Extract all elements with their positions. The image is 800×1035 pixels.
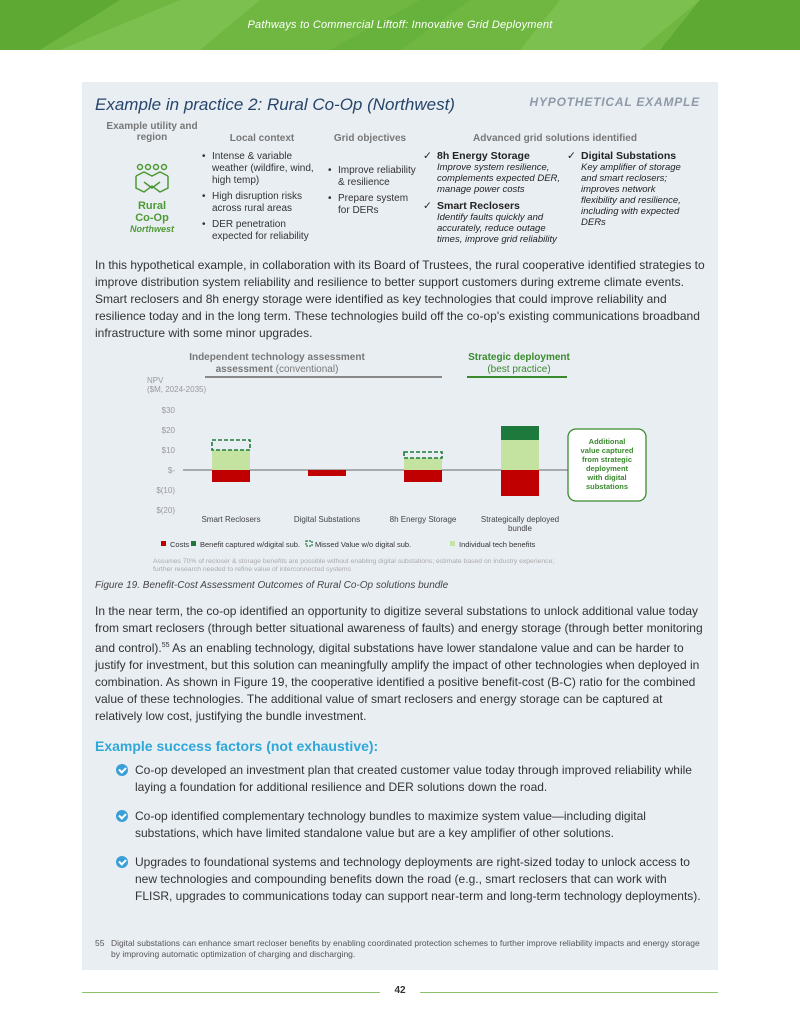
objective-item: • Prepare system for DERs: [328, 193, 418, 217]
bar-individual-benefits: [212, 450, 250, 470]
bar-costs: [404, 470, 442, 482]
bar-costs: [212, 470, 250, 482]
y-tick-label: $10: [161, 446, 175, 455]
success-item: [116, 762, 706, 796]
success-item-text: Upgrades to foundational systems and technology deployments are right-sized today to unlock access to new technologies and compounding benefits down the road (e.g., smart reclosers that can work with FLISR, upgrades to communications today can support near-term and long-term technology deployments).: [135, 855, 701, 903]
legend-label: Benefit captured w/digital sub.: [200, 540, 301, 549]
x-tick-label: Smart Reclosers: [201, 515, 261, 524]
chart-title-left: Independent technology assessment: [189, 352, 365, 363]
chart-ylabel-1: NPV: [147, 376, 164, 385]
chart-note-line-1: Assumes 70% of recloser & storage benefits are possible without enabling digital substations; estimate based on industry experience;: [153, 558, 555, 565]
solution-name: ✓ Digital Substations: [567, 150, 687, 162]
context-list: [202, 151, 320, 247]
bar-missed-value: [404, 452, 442, 458]
chart-title-left-note-label: assessment: [215, 364, 276, 375]
y-tick-label: $30: [161, 406, 175, 415]
chart-ylabel-2: ($M, 2024-2035): [147, 385, 207, 394]
callout-line: Additional: [588, 437, 626, 446]
legend-swatch: [161, 541, 166, 546]
solution-name: ✓ 8h Energy Storage: [423, 150, 561, 162]
intro-paragraph: In this hypothetical example, in collaboration with its Board of Trustees, the rural cooperative identified strategies to improve distribution system reliability and resilience to better support customers during extreme climate events. Smart reclosers and 8h energy storage were identified as key technologies that could improve reliability and resilience today and in the long term. These technologies build off the co-op's existing communications broadband infrastructure with some minor upgrades.: [95, 258, 705, 340]
solution-desc: Identify faults quickly and accurately, reduce outage times, improve grid reliability: [437, 212, 557, 245]
callout-text: [581, 437, 634, 491]
solution-name: ✓ Smart Reclosers: [423, 200, 561, 212]
callout-line: with digital: [587, 473, 627, 482]
utility-region: Northwest: [129, 224, 174, 234]
legend-label: Costs: [170, 540, 190, 549]
objective-item: • Improve reliability & resilience: [328, 165, 418, 189]
footnote-text: Digital substations can enhance smart recloser benefits by enabling coordinated protection schemes to further improve reliability impacts and energy storage by improving automatic optimization of charging and discharging.: [111, 938, 700, 959]
check-circle-icon: [116, 856, 128, 868]
chart-title-left-note: [216, 364, 339, 375]
col-utility-header: Example utility and region: [106, 121, 198, 143]
check-circle-icon: [116, 810, 128, 822]
callout-line: deployment: [585, 464, 629, 473]
solutions-col-2: [567, 150, 687, 233]
body-paragraph-part-1: In the near term, the co-op identified an opportunity to digitize several substations to unlock additional value today from smart reclosers (through better situational awareness of faults) and energy storage (through better monitoring and control).: [95, 604, 703, 655]
header-banner: [0, 0, 800, 50]
bar-missed-value: [212, 440, 250, 450]
body-paragraph: [95, 603, 707, 725]
legend-swatch: [191, 541, 196, 546]
y-tick-label: $(20): [156, 506, 175, 515]
chart-title-right: Strategic deployment: [468, 352, 570, 363]
legend-label: Individual tech benefits: [459, 540, 536, 549]
success-heading: Example success factors (not exhaustive):: [95, 738, 379, 754]
bar-individual-benefits: [501, 440, 539, 470]
x-tick-label: Digital Substations: [293, 515, 361, 524]
legend-label: Missed Value w/o digital sub.: [315, 540, 412, 549]
callout-line: value captured: [580, 446, 634, 455]
legend-swatch: [450, 541, 455, 546]
y-tick-label: $(10): [156, 486, 175, 495]
callout-line: substations: [585, 482, 629, 491]
y-tick-label: $-: [167, 466, 175, 475]
footnote: [95, 938, 707, 960]
success-item-text: Co-op developed an investment plan that created customer value today through improved reliability while laying a foundation for additional resilience and DER solutions down the road.: [135, 763, 692, 794]
bar-costs: [501, 470, 539, 496]
x-tick-label: 8h Energy Storage: [389, 515, 457, 524]
callout-line: from strategic: [581, 455, 633, 464]
chart-note-line-2: further research needed to refine value of interconnected systems: [153, 566, 351, 573]
legend-swatch: [306, 541, 312, 546]
utility-name: Rural Co-Op: [135, 200, 169, 224]
col-solutions-header: Advanced grid solutions identified: [473, 133, 637, 144]
chart-title-right-note: (best practice): [487, 364, 551, 375]
bar-individual-benefits: [404, 458, 442, 470]
bar-costs: [308, 470, 346, 476]
figure-caption: Figure 19. Benefit-Cost Assessment Outcomes of Rural Co-Op solutions bundle: [95, 580, 449, 591]
example-title: Example in practice 2: Rural Co-Op (Northwest): [95, 95, 455, 114]
benefit-cost-chart: [95, 348, 707, 574]
context-item: • High disruption risks across rural areas: [202, 191, 320, 215]
chart-title-left-note-text: (conventional): [275, 364, 339, 375]
header-title: Pathways to Commercial Liftoff: Innovative Grid Deployment: [247, 19, 553, 31]
check-circle-icon: [116, 764, 128, 776]
col-context-header: Local context: [229, 133, 295, 144]
page-rule-left: [82, 992, 380, 993]
y-tick-label: $20: [161, 426, 175, 435]
context-item: • Intense & variable weather (wildfire, wind, high temp): [202, 151, 320, 187]
x-tick-label-line2: bundle: [507, 524, 533, 533]
solution-desc: Improve system resilience, complements expected DER, manage power costs: [437, 162, 561, 195]
solutions-col-1: [423, 150, 561, 250]
page-number: 42: [394, 985, 406, 996]
bar-digital-benefit: [501, 426, 539, 440]
success-item-text: Co-op identified complementary technology bundles to maximize system value—including digital substations, which have limited standalone value but are a key amplifier of other solutions.: [135, 809, 646, 840]
success-item: [116, 854, 706, 905]
handshake-icon: [132, 162, 172, 196]
footnote-number: 55: [95, 938, 105, 948]
solution-desc: Key amplifier of storage and smart reclosers; improves network flexibility and resilience, including with expected DERs: [581, 162, 681, 228]
chart-legend: [161, 540, 536, 549]
body-paragraph-part-2: As an enabling technology, digital substations have lower standalone value and can be harder to justify for investment, but this solution can meaningfully amplify the impact of other technologies when deployed in combination. As shown in Figure 19, the cooperative identified a positive benefit-cost (B-C) ratio for the combined value of these technologies. The additional value of smart reclosers and energy storage can be captured at relatively low cost, justifying the bundle investment.: [95, 641, 700, 723]
context-item: • DER penetration expected for reliability: [202, 219, 320, 243]
hypothetical-tag: HYPOTHETICAL EXAMPLE: [529, 95, 700, 109]
objectives-list: [328, 165, 418, 221]
success-item: [116, 808, 706, 842]
footnote-ref[interactable]: 55: [161, 642, 170, 649]
x-tick-label: Strategically deployed: [480, 515, 560, 524]
page-rule-right: [420, 992, 718, 993]
col-objectives-header: Grid objectives: [333, 133, 407, 144]
